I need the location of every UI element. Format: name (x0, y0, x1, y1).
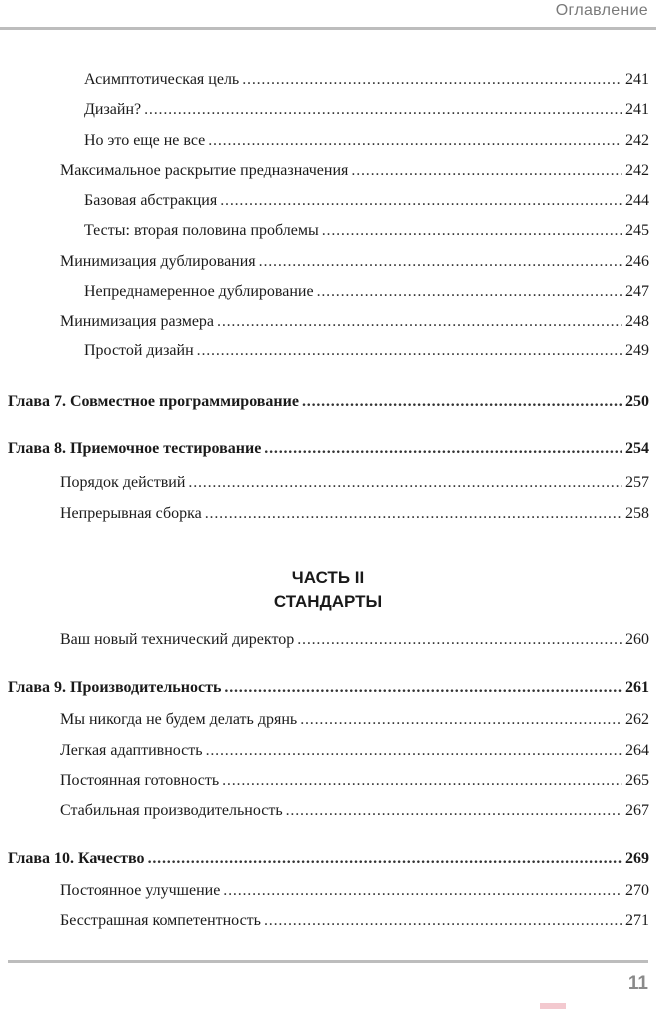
toc-leader (302, 393, 622, 411)
toc-entry-title: Постоянная готовность (60, 772, 220, 789)
toc-entry-title: Постоянное улучшение (60, 882, 221, 899)
toc-leader (205, 505, 622, 523)
toc-entry[interactable] (0, 253, 649, 279)
toc-entry-title: Асимптотическая цель (84, 71, 240, 88)
toc-leader (297, 631, 622, 649)
toc-entry-title: Но это еще не все (84, 132, 206, 149)
part-number: ЧАСТЬ II (291, 568, 365, 587)
toc-entry-title: Непрерывная сборка (60, 505, 202, 522)
toc-entry-page: 242 (625, 162, 649, 179)
toc-entry[interactable] (0, 631, 649, 657)
toc-entry-title: Простой дизайн (84, 342, 194, 359)
toc-entry-page: 249 (625, 342, 649, 359)
toc-entry[interactable] (0, 132, 649, 158)
toc-entry-page: 269 (625, 850, 649, 867)
toc-entry-page: 248 (625, 313, 649, 330)
toc-entry[interactable] (0, 192, 649, 218)
toc-entry-title: Тесты: вторая половина проблемы (84, 222, 319, 239)
toc-leader (217, 313, 622, 331)
toc-entry-page: 261 (625, 679, 649, 696)
toc-entry-page: 241 (625, 71, 649, 88)
toc-chapter-entry[interactable] (0, 393, 649, 419)
running-header: Оглавление (555, 2, 648, 19)
toc-chapter-entry[interactable] (0, 440, 649, 466)
toc-leader (317, 283, 622, 301)
toc-entry-page: 265 (625, 772, 649, 789)
toc-entry[interactable] (0, 802, 649, 828)
toc-entry-page: 270 (625, 882, 649, 899)
toc-entry-page: 264 (625, 742, 649, 759)
toc-entry-title: Глава 10. Качество (8, 850, 145, 867)
toc-entry-title: Максимальное раскрытие предназначения (60, 162, 349, 179)
toc-leader (208, 132, 622, 150)
toc-entry-title: Базовая абстракция (84, 192, 218, 209)
toc-leader (197, 342, 622, 360)
toc-entry-title: Легкая адаптивность (60, 742, 203, 759)
toc-leader (322, 222, 622, 240)
toc-entry[interactable] (0, 505, 649, 531)
toc-entry-page: 250 (625, 393, 649, 410)
toc-leader (259, 253, 622, 271)
toc-leader (220, 192, 622, 210)
toc-entry[interactable] (0, 742, 649, 768)
toc-chapter-entry[interactable] (0, 679, 649, 705)
toc-entry-title: Глава 7. Совместное программирование (8, 393, 299, 410)
toc-entry-title: Ваш новый технический директор (60, 631, 295, 648)
toc-entry[interactable] (0, 772, 649, 798)
part-heading (0, 566, 656, 614)
toc-entry-title: Глава 9. Производительность (8, 679, 222, 696)
toc-entry-title: Мы никогда не будем делать дрянь (60, 711, 298, 728)
toc-entry-title: Минимизация дублирования (60, 253, 256, 270)
toc-entry-title: Непреднамеренное дублирование (84, 283, 314, 300)
toc-entry-title: Глава 8. Приемочное тестирование (8, 440, 262, 457)
bottom-rule (8, 960, 648, 963)
toc-leader (351, 162, 622, 180)
toc-entry-title: Дизайн? (84, 101, 142, 118)
toc-leader (148, 850, 622, 868)
toc-leader (206, 742, 622, 760)
top-rule (0, 27, 656, 30)
toc-leader (264, 912, 622, 930)
toc-leader (264, 440, 622, 458)
toc-chapter-entry[interactable] (0, 850, 649, 876)
toc-entry[interactable] (0, 342, 649, 368)
toc-entry-page: 247 (625, 283, 649, 300)
toc-leader (242, 71, 622, 89)
toc-entry-page: 257 (625, 474, 649, 491)
toc-entry-title: Бесстрашная компетентность (60, 912, 261, 929)
toc-entry[interactable] (0, 162, 649, 188)
toc-entry-page: 244 (625, 192, 649, 209)
toc-entry-page: 260 (625, 631, 649, 648)
part-title: СТАНДАРТЫ (273, 592, 383, 611)
toc-entry-page: 242 (625, 132, 649, 149)
toc-entry-page: 254 (625, 440, 649, 457)
toc-leader (223, 882, 622, 900)
highlight-mark (540, 1003, 566, 1009)
toc-entry[interactable] (0, 313, 649, 339)
toc-leader (188, 474, 622, 492)
toc-entry-title: Минимизация размера (60, 313, 215, 330)
toc-entry-page: 258 (625, 505, 649, 522)
toc-entry-title: Стабильная производительность (60, 802, 283, 819)
toc-entry[interactable] (0, 912, 649, 938)
toc-leader (144, 101, 622, 119)
toc-entry-page: 246 (625, 253, 649, 270)
toc-entry[interactable] (0, 283, 649, 309)
toc-entry-page: 267 (625, 802, 649, 819)
toc-entry[interactable] (0, 71, 649, 97)
page-number: 11 (627, 973, 648, 994)
toc-entry[interactable] (0, 222, 649, 248)
toc-entry[interactable] (0, 711, 649, 737)
toc-leader (224, 679, 622, 697)
toc-entry-page: 262 (625, 711, 649, 728)
toc-leader (300, 711, 622, 729)
toc-entry-title: Порядок действий (60, 474, 186, 491)
toc-entry[interactable] (0, 474, 649, 500)
toc-entry-page: 241 (625, 101, 649, 118)
toc-leader (222, 772, 622, 790)
toc-entry-page: 271 (625, 912, 649, 929)
toc-entry[interactable] (0, 101, 649, 127)
toc-entry[interactable] (0, 882, 649, 908)
toc-leader (286, 802, 622, 820)
toc-entry-page: 245 (625, 222, 649, 239)
